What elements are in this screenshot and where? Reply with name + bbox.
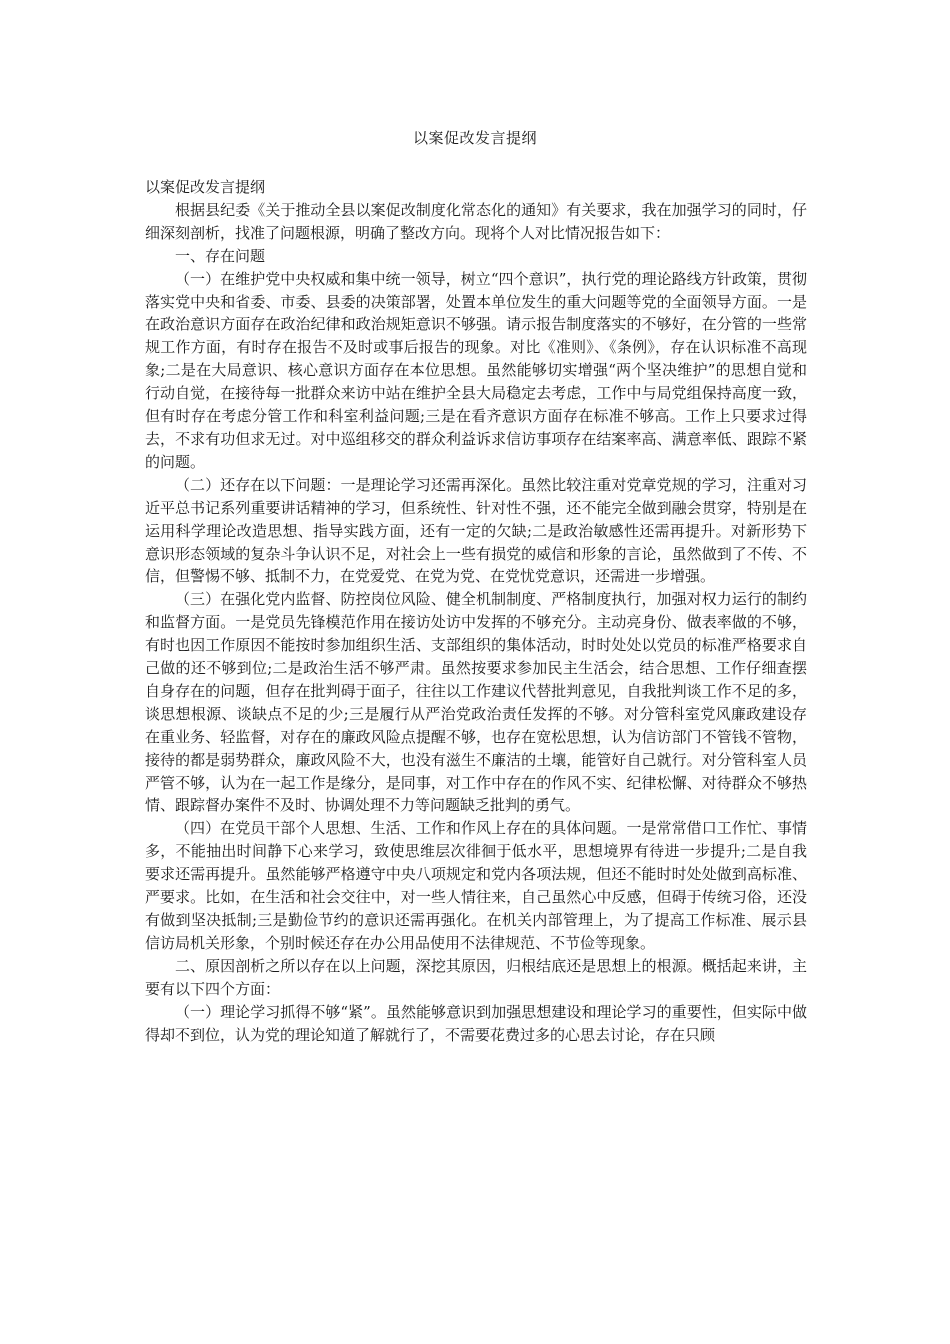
body-paragraph: 一、存在问题 [175, 246, 266, 265]
body-paragraph: （一）在维护党中央权威和集中统一领导，树立“四个意识”，执行党的理论路线方针政策，贯彻落实党中央和省委、市委、县委的决策部署，处置本单位发生的重大问题等党的全面领导方面。一是在政治意识方面存在政治纪律和政治规矩意识不够强。请示报告制度落实的不够好，在分管的一些常规工作方面，有时存在报告不及时或事后报告的现象。对比《准则》、《条例》，存在认识标准不高现象;二是在大局意识、核心意识方面存在本位思想。虽然能够切实增强“两个坚决维护”的思想自觉和行动自觉，在接待每一批群众来访中站在维护全县大局稳定去考虑，工作中与局党组保持高度一致，但有时存在考虑分管工作和科室利益问题;三是在看齐意识方面存在标准不够高。工作上只要求过得去，不求有功但求无过。对中巡组移交的群众利益诉求信访事项存在结案率高、满意率低、跟踪不紧的问题。 [145, 269, 807, 471]
body-paragraph: （三）在强化党内监督、防控岗位风险、健全机制制度、严格制度执行，加强对权力运行的制约和监督方面。一是党员先锋模范作用在接访处访中发挥的不够充分。主动亮身份、做表率做的不够，有时也因工作原因不能按时参加组织生活、支部组织的集体活动，时时处处以党员的标准严格要求自己做的还不够到位;二是政治生活不够严肃。虽然按要求参加民主生活会，结合思想、工作仔细查摆自身存在的问题，但存在批判碍于面子，往往以工作建议代替批判意见，自我批判谈工作不足的多，谈思想根源、谈缺点不足的少;三是履行从严治党政治责任发挥的不够。对分管科室党风廉政建设存在重业务、轻监督，对存在的廉政风险点提醒不够，也存在宽松思想，认为信访部门不管钱不管物，接待的都是弱势群众，廉政风险不大，也没有滋生不廉洁的土壤，能管好自己就行。对分管科室人员严管不够，认为在一起工作是缘分，是同事，对工作中存在的作风不实、纪律松懈、对待群众不够热情、跟踪督办案件不及时、协调处理不力等问题缺乏批判的勇气。 [145, 590, 807, 815]
body-paragraph: 根据县纪委《关于推动全县以案促改制度化常态化的通知》有关要求，我在加强学习的同时，仔细深刻剖析，找准了问题根源，明确了整改方向。现将个人对比情况报告如下： [145, 200, 807, 242]
body-paragraph: （一）理论学习抓得不够“紧”。虽然能够意识到加强思想建设和理论学习的重要性，但实际中做得却不到位，认为党的理论知道了解就行了，不需要花费过多的心思去讨论，存在只顾 [145, 1002, 807, 1044]
document-title: 以案促改发言提纲 [412, 129, 537, 147]
body-paragraph: （四）在党员干部个人思想、生活、工作和作风上存在的具体问题。一是常常借口工作忙、事情多，不能抽出时间静下心来学习，致使思维层次徘徊于低水平，思想境界有待进一步提升;二是自我要求还需再提升。虽然能够严格遵守中央八项规定和党内各项法规，但还不能时时处处做到高标准、严要求。比如，在生活和社会交往中，对一些人情往来，自己虽然心中反感，但碍于传统习俗，还没有做到坚决抵制;三是勤俭节约的意识还需再强化。在机关内部管理上，为了提高工作标准、展示县信访局机关形象，个别时候还存在办公用品使用不法律规范、不节俭等现象。 [145, 819, 807, 952]
body-paragraph: （二）还存在以下问题：一是理论学习还需再深化。虽然比较注重对党章党规的学习，注重对习近平总书记系列重要讲话精神的学习，但系统性、针对性不强，还不能完全做到融会贯穿，特别是在运用科学理论改造思想、指导实践方面，还有一定的欠缺;二是政治敏感性还需再提升。对新形势下意识形态领域的复杂斗争认识不足，对社会上一些有损党的威信和形象的言论，虽然做到了不传、不信，但警惕不够、抵制不力，在党爱党、在党为党、在党忧党意识，还需进一步增强。 [145, 475, 807, 586]
body-paragraph: 以案促改发言提纲 [145, 178, 266, 196]
body-paragraph: 二、原因剖析之所以存在以上问题，深挖其原因，归根结底还是思想上的根源。概括起来讲，主要有以下四个方面： [145, 956, 807, 998]
document-body [145, 176, 807, 1046]
